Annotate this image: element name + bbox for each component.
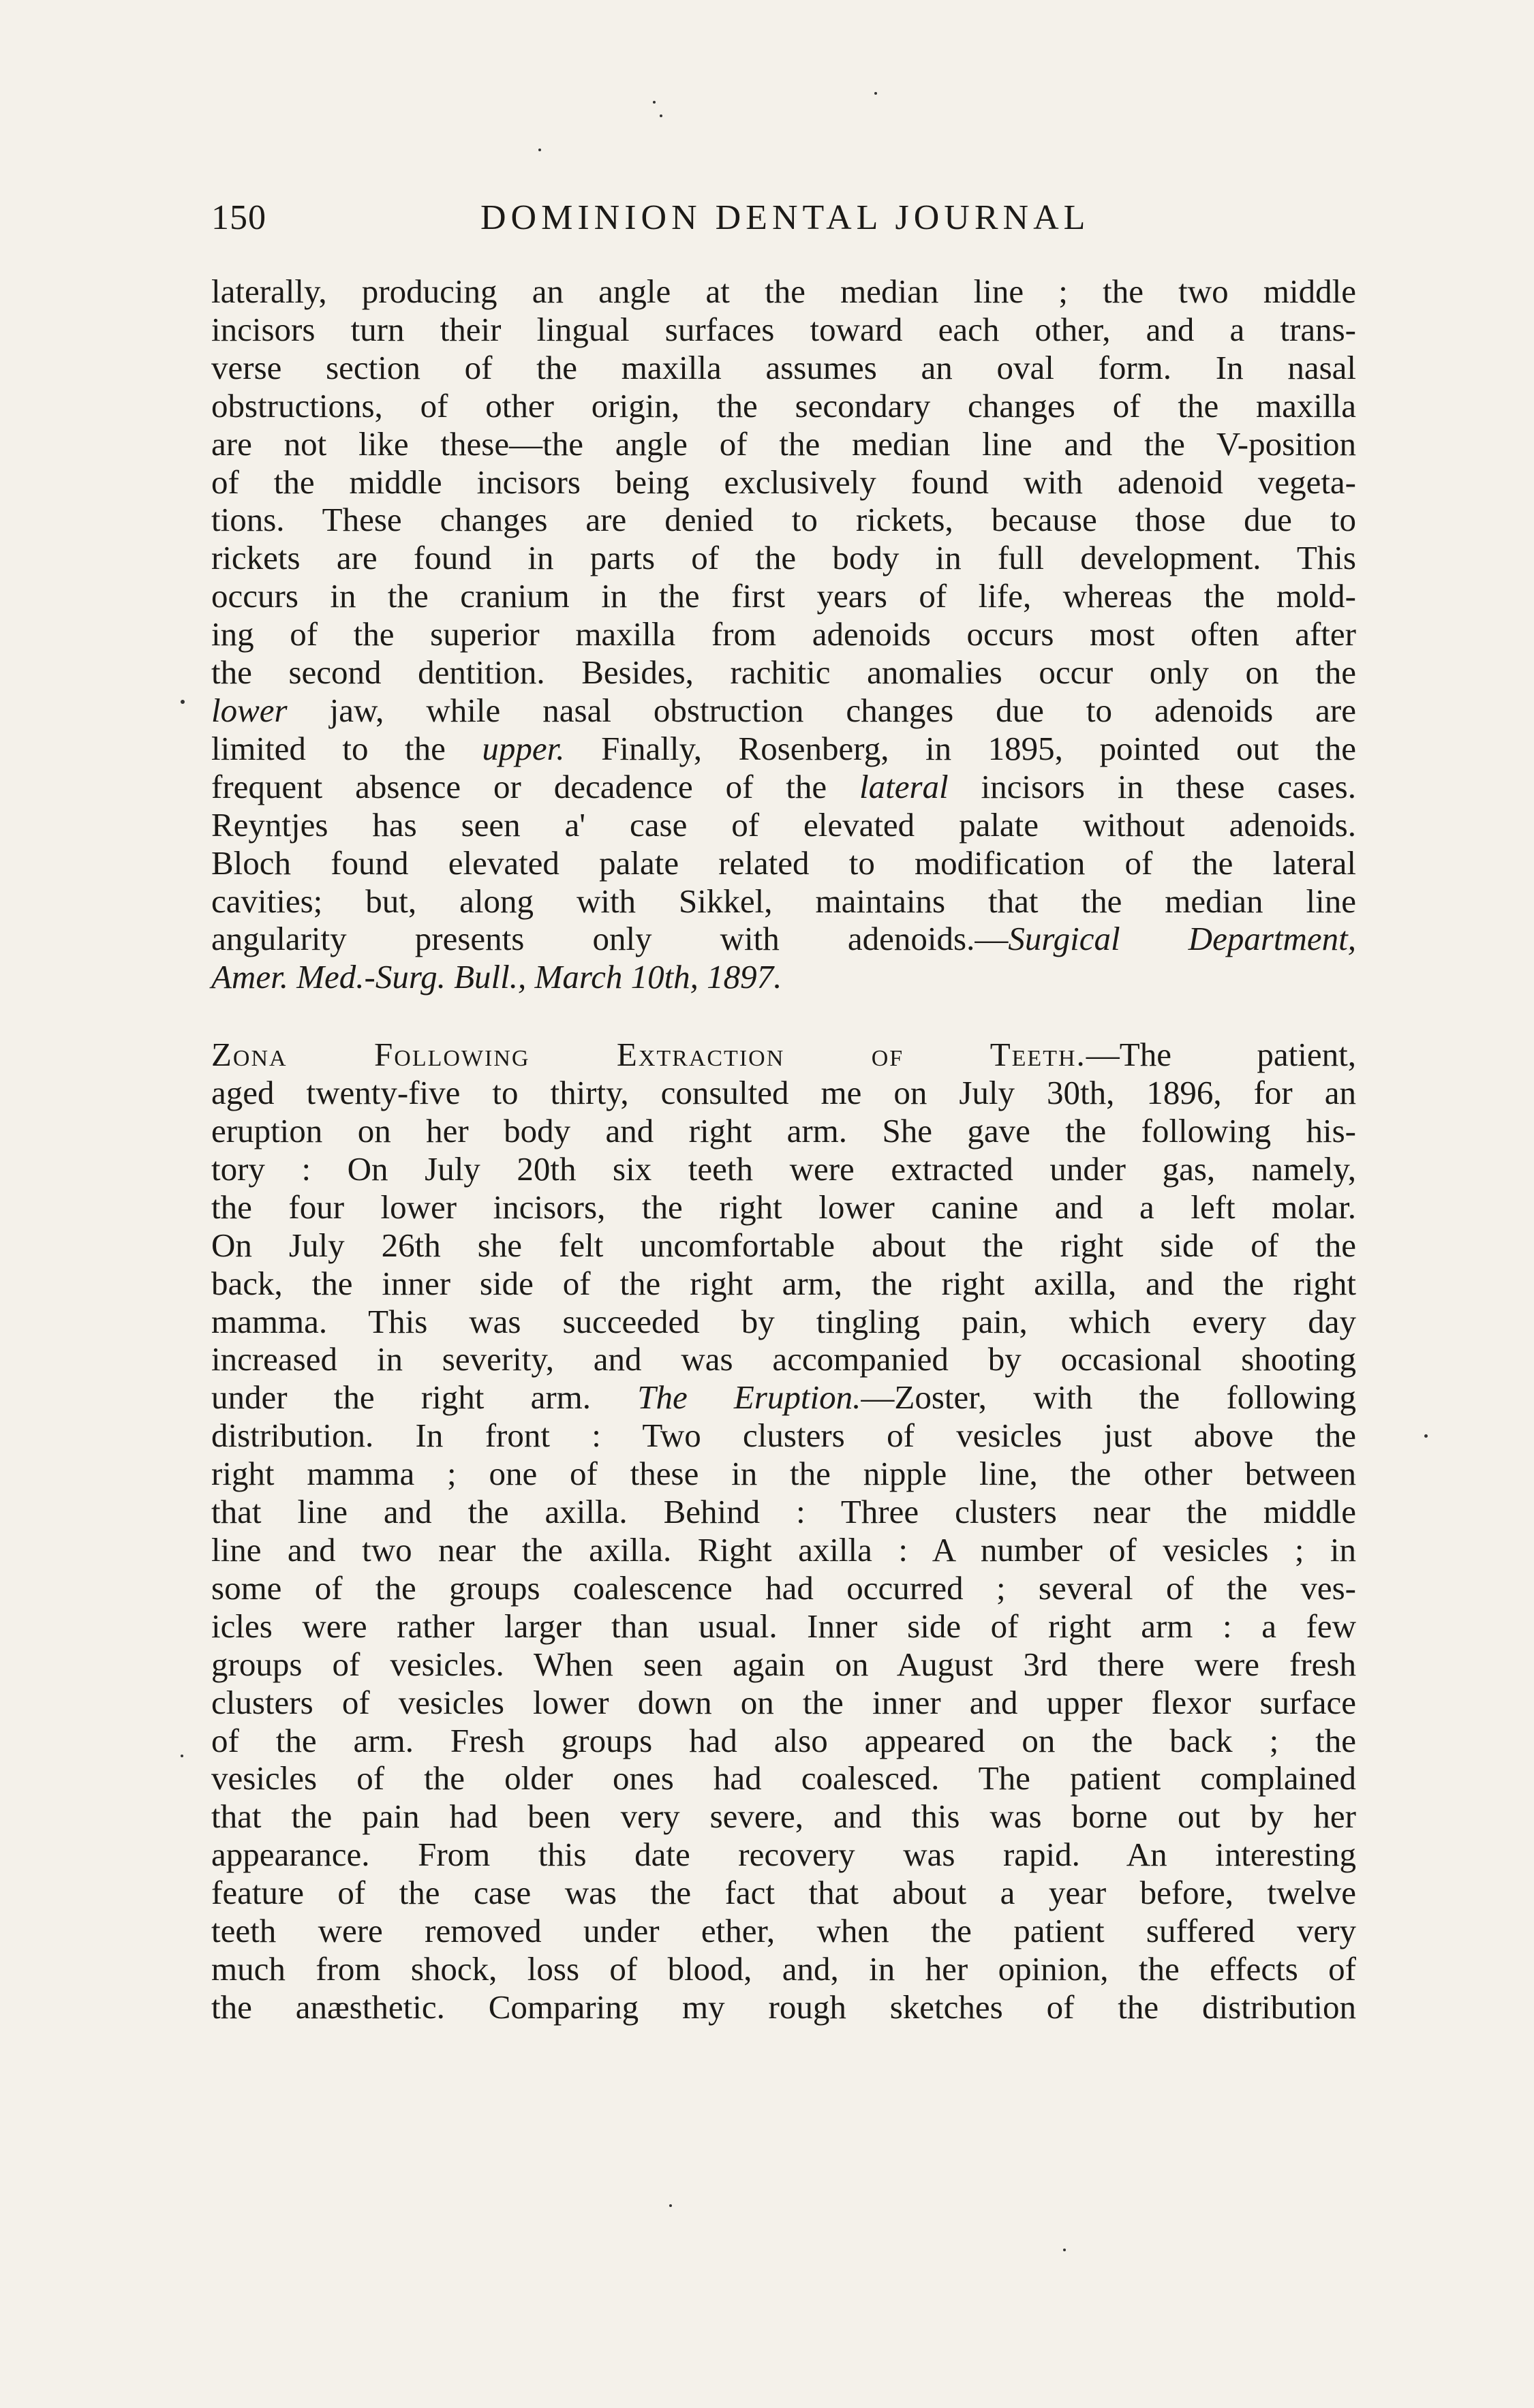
text-line: teeth were removed under ether, when the patient suffered very xyxy=(211,1912,1356,1950)
paragraph-zona xyxy=(211,1036,1356,2026)
citation-line xyxy=(211,958,1356,996)
text-line: groups of vesicles. When seen again on August 3rd there were fresh xyxy=(211,1645,1356,1683)
ink-speck xyxy=(181,1755,183,1757)
text-line: feature of the case was the fact that about a year before, twelve xyxy=(211,1874,1356,1912)
italic-text: The Eruption. xyxy=(637,1378,861,1417)
ink-speck xyxy=(181,700,185,704)
page-header xyxy=(211,198,1124,252)
text-line: much from shock, loss of blood, and, in her opinion, the effects of xyxy=(211,1949,1356,1988)
citation-text: Surgical Department, xyxy=(1008,920,1356,958)
text-line: tions. These changes are denied to rickets, because those due to xyxy=(211,501,1356,539)
text-line: mamma. This was succeeded by tingling pain, which every day xyxy=(211,1302,1356,1340)
text-line: under the right arm. The Eruption.—Zoster, with the following xyxy=(211,1378,1356,1417)
text-line: verse section of the maxilla assumes an oval form. In nasal xyxy=(211,348,1356,386)
ink-speck xyxy=(1424,1434,1428,1438)
ink-speck xyxy=(653,101,656,104)
text-line: back, the inner side of the right arm, the right axilla, and the right xyxy=(211,1264,1356,1302)
text-line: increased in severity, and was accompanied by occasional shooting xyxy=(211,1340,1356,1378)
ink-speck xyxy=(669,2204,672,2207)
italic-text: upper. xyxy=(482,729,565,767)
text-line: line and two near the axilla. Right axilla : A number of vesicles ; in xyxy=(211,1531,1356,1569)
italic-text: lower xyxy=(211,691,288,729)
text-line: that line and the axilla. Behind : Three clusters near the middle xyxy=(211,1493,1356,1531)
text-line: Bloch found elevated palate related to modification of the lateral xyxy=(211,844,1356,882)
text-line: appearance. From this date recovery was rapid. An interesting xyxy=(211,1836,1356,1874)
text-line: clusters of vesicles lower down on the inner and upper flexor surface xyxy=(211,1683,1356,1721)
ink-speck xyxy=(660,114,662,117)
text-line: tory : On July 20th six teeth were extracted under gas, namely, xyxy=(211,1149,1356,1188)
text-line: the anæsthetic. Comparing my rough sketches of the distribution xyxy=(211,1988,1356,2026)
text-line: rickets are found in parts of the body in full development. This xyxy=(211,539,1356,577)
text-line: the second dentition. Besides, rachitic anomalies occur only on the xyxy=(211,653,1356,692)
text-line: obstructions, of other origin, the secondary changes of the maxilla xyxy=(211,386,1356,425)
text-line: lower jaw, while nasal obstruction changes due to adenoids are xyxy=(211,691,1356,729)
text-line: of the arm. Fresh groups had also appeared on the back ; the xyxy=(211,1721,1356,1759)
text-line: the four lower incisors, the right lower canine and a left molar. xyxy=(211,1188,1356,1226)
article-body xyxy=(211,273,1356,2026)
text-line: right mamma ; one of these in the nipple line, the other between xyxy=(211,1455,1356,1493)
text-line: of the middle incisors being exclusively found with adenoid vegeta- xyxy=(211,463,1356,501)
text-line: eruption on her body and right arm. She gave the following his- xyxy=(211,1112,1356,1150)
text-line: ing of the superior maxilla from adenoids occurs most often after xyxy=(211,615,1356,653)
text-line: laterally, producing an angle at the median line ; the two middle xyxy=(211,273,1356,310)
text-line: Zona Following Extraction of Teeth.—The patient, xyxy=(211,1036,1356,1074)
ink-speck xyxy=(1063,2249,1066,2251)
italic-text: lateral xyxy=(859,767,949,805)
text-line: icles were rather larger than usual. Inner side of right arm : a few xyxy=(211,1607,1356,1645)
page-number: 150 xyxy=(211,198,266,237)
text-line: angularity presents only with adenoids.—Surgical Department, xyxy=(211,920,1356,958)
ink-speck xyxy=(874,92,877,95)
section-heading: Zona Following Extraction of Teeth. xyxy=(211,1036,1086,1074)
text-line: incisors turn their lingual surfaces toward each other, and a trans- xyxy=(211,310,1356,348)
text-line: distribution. In front : Two clusters of vesicles just above the xyxy=(211,1417,1356,1455)
text-line: Reyntjes has seen a' case of elevated palate without adenoids. xyxy=(211,805,1356,844)
text-line: some of the groups coalescence had occurred ; several of the ves- xyxy=(211,1569,1356,1607)
paragraph-adenoids xyxy=(211,273,1356,996)
text-line: vesicles of the older ones had coalesced. The patient complained xyxy=(211,1759,1356,1797)
text-line: limited to the upper. Finally, Rosenberg, in 1895, pointed out the xyxy=(211,729,1357,767)
text-line: occurs in the cranium in the first years of life, whereas the mold- xyxy=(211,577,1356,615)
text-line: that the pain had been very severe, and this was borne out by her xyxy=(211,1797,1356,1836)
text-line: are not like these—the angle of the median line and the V-position xyxy=(211,425,1356,463)
running-head: DOMINION DENTAL JOURNAL xyxy=(480,198,1090,237)
text-line: aged twenty-five to thirty, consulted me on July 30th, 1896, for an xyxy=(211,1074,1356,1112)
citation-text: Amer. Med.-Surg. Bull., March 10th, 1897. xyxy=(211,958,782,996)
ink-speck xyxy=(538,149,541,151)
text-line: cavities; but, along with Sikkel, maintains that the median line xyxy=(211,882,1356,920)
text-line: On July 26th she felt uncomfortable about the right side of the xyxy=(211,1226,1356,1264)
text-line: frequent absence or decadence of the lateral incisors in these cases. xyxy=(211,767,1356,805)
